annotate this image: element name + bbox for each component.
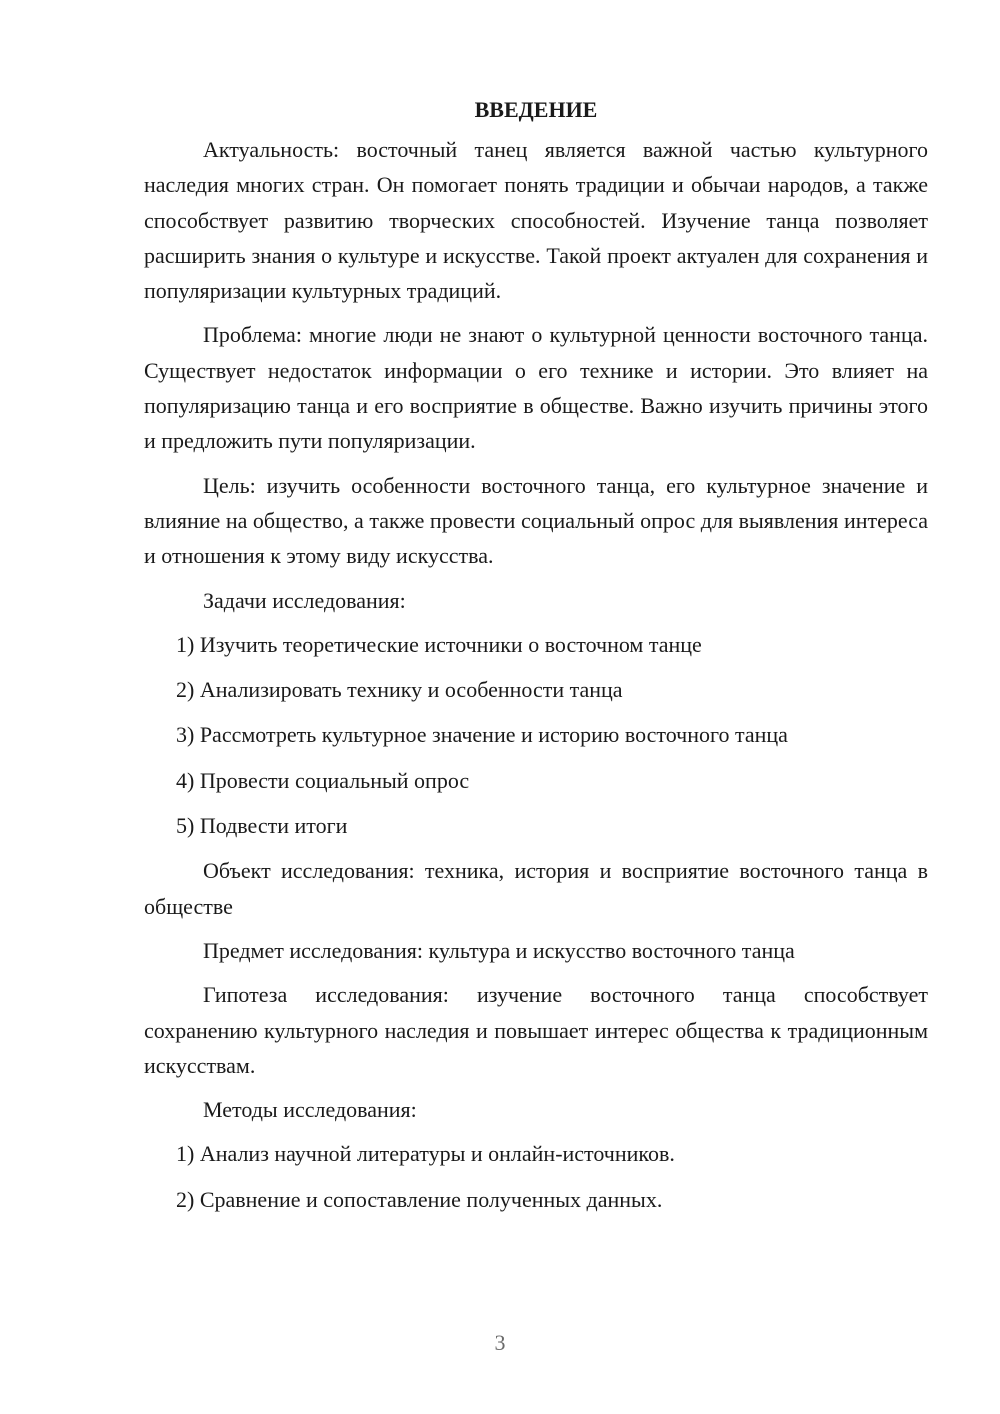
task-item: 5) Подвести итоги bbox=[176, 813, 348, 839]
task-item: 3) Рассмотреть культурное значение и историю восточного танца bbox=[176, 722, 788, 748]
object-paragraph: Объект исследования: техника, история и восприятие восточного танца в обществе bbox=[144, 858, 928, 919]
page-number: 3 bbox=[494, 1330, 506, 1355]
tasks-heading: Задачи исследования: bbox=[203, 587, 406, 613]
problem-paragraph: Проблема: многие люди не знают о культурной ценности восточного танца. Существует недостаток информации о его технике и истории. Это влияет на популяризацию танца и его восприятие в обществе. Важно изучить причины этого и предложить пути популяризации. bbox=[144, 322, 928, 454]
task-item: 4) Провести социальный опрос bbox=[176, 767, 470, 793]
methods-list bbox=[144, 1136, 928, 1217]
methods-heading: Методы исследования: bbox=[203, 1097, 417, 1123]
tasks-list bbox=[144, 627, 928, 843]
subject-paragraph: Предмет исследования: культура и искусство восточного танца bbox=[203, 937, 795, 963]
hypothesis-paragraph: Гипотеза исследования: изучение восточного танца способствует сохранению культурного наследия и повышает интерес общества к традиционным искусствам. bbox=[144, 982, 928, 1078]
section-title: ВВЕДЕНИЕ bbox=[474, 97, 598, 122]
method-item: 1) Анализ научной литературы и онлайн-источников. bbox=[176, 1141, 675, 1167]
goal-paragraph: Цель: изучить особенности восточного танца, его культурное значение и влияние на общество, а также провести социальный опрос для выявления интереса и отношения к этому виду искусства. bbox=[144, 472, 928, 569]
method-item: 2) Сравнение и сопоставление полученных данных. bbox=[176, 1186, 663, 1212]
task-item: 2) Анализировать технику и особенности танца bbox=[176, 677, 623, 703]
page-content bbox=[144, 92, 928, 1227]
relevance-paragraph: Актуальность: восточный танец является важной частью культурного наследия многих стран. Он помогает понять традиции и обычаи народов, а также способствует развитию творческих способностей. Изучение танца позволяет расширить знания о культуре и искусстве. Такой проект актуален для сохранения и популяризации культурных традиций. bbox=[144, 137, 928, 304]
task-item: 1) Изучить теоретические источники о восточном танце bbox=[176, 631, 702, 657]
